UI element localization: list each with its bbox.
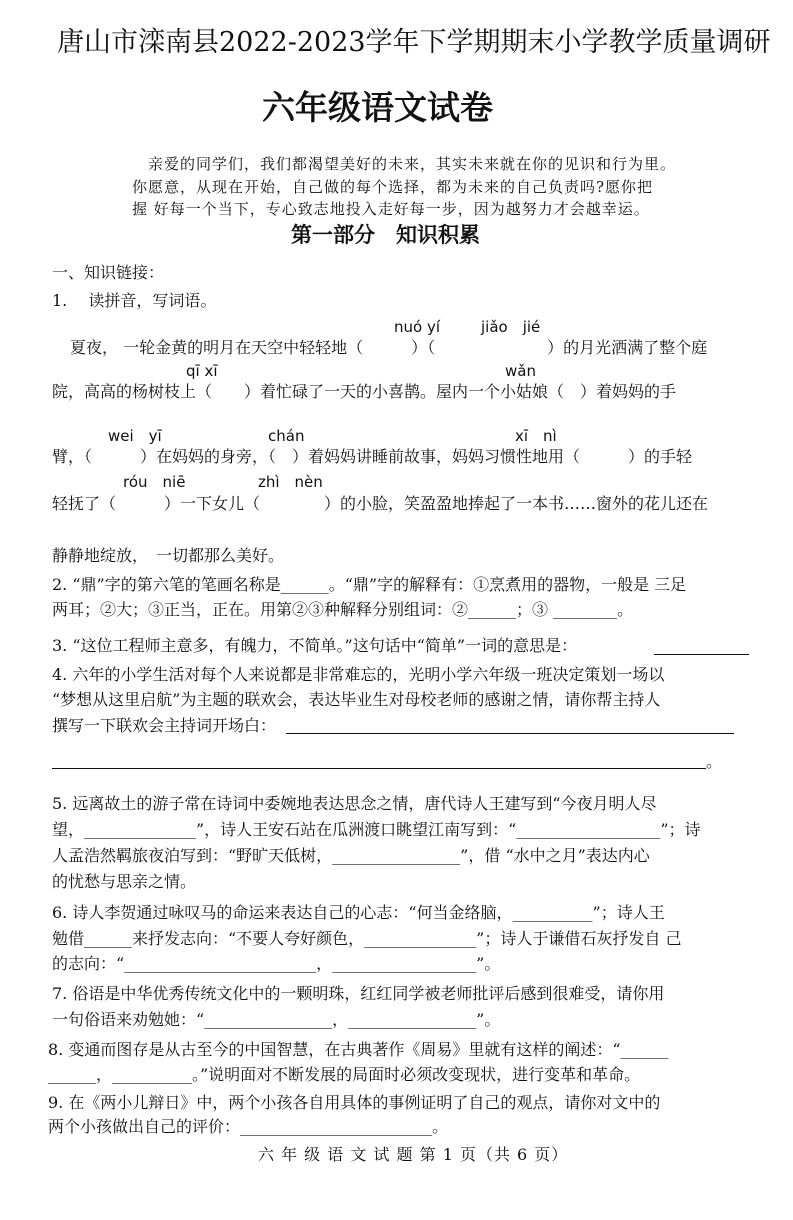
q8-line-2: ______，__________。”说明面对不断发展的局面时必须改变现状，进行变革和革命。 [48, 1065, 641, 1084]
q1-line-5: 静静地绽放， 一切都那么美好。 [52, 546, 285, 565]
q7-line-2: 一句俗语来劝勉她：“________________，________________”。 [52, 1010, 501, 1029]
pinyin-chan: chán [268, 427, 305, 445]
q1-line-2: 院，高高的杨树枝上（ ）着忙碌了一天的小喜鹊。屋内一个小姑娘（ ）着妈妈的手 [52, 382, 677, 401]
q5-line-4: 的忧愁与思亲之情。 [52, 872, 197, 891]
pinyin-wan: wǎn [505, 362, 536, 380]
intro-line-1: 亲爱的同学们，我们都渴望美好的未来，其实未来就在你的见识和行为里。 [148, 155, 677, 173]
pinyin-rounie: róu niē [123, 473, 186, 491]
q2-line-2: 两耳；②大；③正当，正在。用第②③种解释分别组词：②______；③ ________。 [52, 600, 634, 619]
q6-line-3: 的志向：“________________________，__________________”。 [52, 954, 501, 973]
q5-line-3: 人孟浩然羁旅夜泊写到：“野旷天低树，________________”，借 “水中之月”表达内心 [52, 846, 650, 865]
intro-line-2: 你愿意，从现在开始，自己做的每个选择，都为未来的自己负责吗?愿你把 [132, 178, 654, 196]
q1-line-3: 臂，（ ）在妈妈的身旁，（ ）着妈妈讲睡前故事，妈妈习惯性地用（ ）的手轻 [52, 447, 693, 466]
q4-line-2: “梦想从这里启航”为主题的联欢会，表达毕业生对母校老师的感谢之情，请你帮主持人 [52, 690, 661, 709]
q4-end-mark: 。 [706, 752, 723, 771]
section-heading: 一、知识链接： [52, 263, 165, 282]
page-footer: 六 年 级 语 文 试 题 第 1 页（共 6 页） [258, 1145, 569, 1164]
q3-answer-blank[interactable] [654, 654, 749, 655]
exam-header-title: 唐山市滦南县2022-2023学年下学期期末小学教学质量调研 [57, 27, 771, 58]
pinyin-xini: xī nì [515, 427, 557, 445]
q5-line-2: 望，______________”，诗人王安石站在瓜洲渡口眺望江南写到：“__________________”；诗 [52, 820, 701, 839]
q4-answer-blank-1[interactable] [286, 733, 734, 734]
intro-line-3: 握 好每一个当下，专心致志地投入走好每一步，因为越努力才会越幸运。 [132, 200, 650, 218]
q6-line-2: 勉借______来抒发志向：“不要人夸好颜色，______________”；诗人于谦借石灰抒发自 己 [52, 929, 682, 948]
q4-answer-blank-2[interactable] [52, 768, 706, 769]
q1-stem: 1. 读拼音，写词语。 [52, 291, 217, 310]
q9-line-1: 9. 在《两小儿辩日》中，两个小孩各自用具体的事例证明了自己的观点，请你对文中的 [48, 1093, 661, 1112]
q6-line-1: 6. 诗人李贺通过咏叹马的命运来表达自己的心志：“何当金络脑，__________”；诗人王 [52, 903, 665, 922]
q4-line-1: 4. 六年的小学生活对每个人来说都是非常难忘的，光明小学六年级一班决定策划一场以 [52, 665, 665, 684]
q1-line-1: 夏夜， 一轮金黄的明月在天空中轻轻地（ ）（ ）的月光洒满了整个庭 [70, 338, 708, 357]
q1-line-4: 轻抚了（ ）一下女儿（ ）的小脸，笑盈盈地捧起了一本书……窗外的花儿还在 [52, 494, 709, 513]
pinyin-zhinen: zhì nèn [258, 473, 323, 491]
q2-line-1: 2. “鼎”字的第六笔的笔画名称是______。“鼎”字的解释有：①烹煮用的器物，一般是 三足 [52, 575, 687, 594]
q9-line-2: 两个小孩做出自己的评价：________________________。 [48, 1117, 449, 1136]
pinyin-jiaojie: jiǎo jié [481, 318, 541, 336]
pinyin-weiyi: wei yī [108, 427, 162, 445]
exam-subtitle: 六年级语文试卷 [262, 88, 493, 127]
pinyin-qixi: qī xī [186, 362, 218, 380]
q7-line-1: 7. 俗语是中华优秀传统文化中的一颗明珠，红红同学被老师批评后感到很难受，请你用 [52, 984, 665, 1003]
pinyin-nuoyi: nuó yí [394, 318, 441, 336]
q8-line-1: 8. 变通而图存是从古至今的中国智慧，在古典著作《周易》里就有这样的阐述：“______ [48, 1040, 669, 1059]
q5-line-1: 5. 远离故土的游子常在诗词中委婉地表达思念之情，唐代诗人王建写到“今夜月明人尽 [52, 794, 657, 813]
part-title: 第一部分 知识积累 [291, 222, 480, 247]
q3-line-1: 3. “这位工程师主意多，有魄力，不简单。”这句话中“简单”一词的意思是： [52, 636, 578, 655]
q4-line-3: 撰写一下联欢会主持词开场白： [52, 716, 277, 735]
